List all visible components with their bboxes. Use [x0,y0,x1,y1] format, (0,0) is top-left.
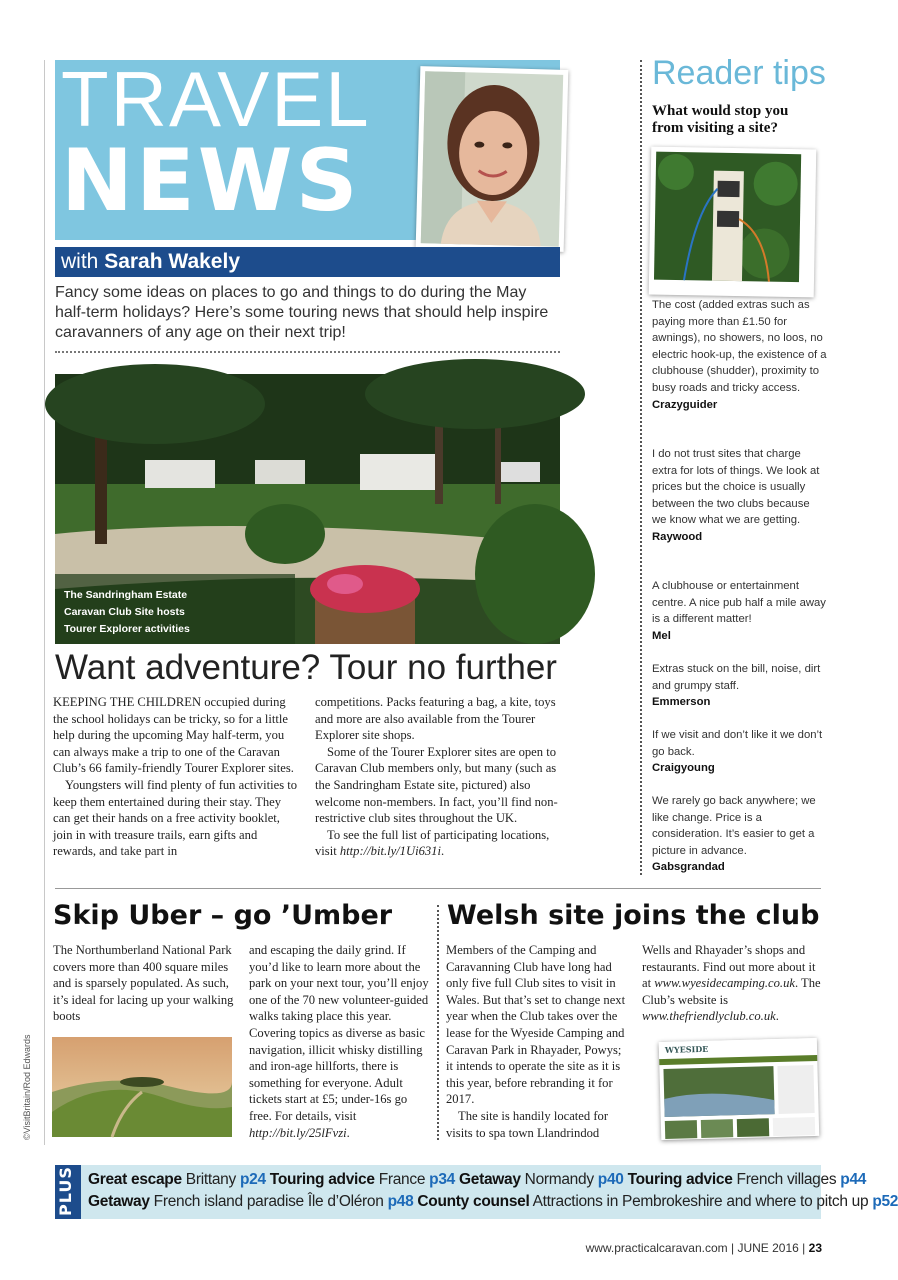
reader-tip [652,446,827,546]
article-link[interactable]: www.wyesidecamping.co.uk [654,976,795,991]
footer-page-number: 23 [808,1241,822,1255]
plus-topic: Getaway [88,1193,150,1210]
author-portrait [416,66,569,252]
plus-topic: Touring advice [269,1171,375,1188]
plus-line-1 [88,1171,866,1189]
page-footer [586,1241,822,1255]
reader-tips-divider [640,60,642,875]
paragraph: Some of the Tourer Explorer sites are open to Caravan Club members only, but many (such as the Sandringham Estate site, pictured) also welcome non-members. In fact, you’ll find non-restrictive club sites throughout the UK. [315,744,558,826]
reader-tip [652,793,827,876]
main-article-col2 [315,694,560,860]
plus-desc: Normandy [524,1171,594,1188]
masthead-title-bottom: NEWS [61,131,361,231]
byline-author: Sarah Wakely [104,250,240,273]
reader-tip [652,578,827,644]
intro-text: Fancy some ideas on places to go and things to do during the May half-term holidays? Here’s some touring news that should help inspire caravanners of any age on their next trip! [55,284,549,341]
main-article-col1 [53,694,299,860]
hillfort-photo [52,1037,232,1137]
paragraph-text: . The Club’s website is [642,976,821,1007]
photo-caption [64,587,224,638]
punctuation: . [346,1125,350,1140]
plus-label: PLUS [56,1166,75,1216]
uber-article-headline: Skip Uber – go ’Umber [53,900,393,931]
tip-author: Craigyoung [652,762,715,775]
punctuation: . [440,844,445,859]
reader-tips-title: Reader tips [652,54,826,92]
hookup-post-photo [649,147,817,298]
wyeside-logo-text: WYESIDE [659,1038,817,1059]
paragraph: competitions. Packs featuring a bag, a kite, toys and more are also available from the Tourer Explorer site shops. [315,695,556,743]
uber-article-col2 [249,942,431,1141]
paragraph-text: Wells and Rhayader’s shops and restaurants. Find out more about it at [642,943,816,991]
paragraph [642,942,822,1025]
hookup-post-image [654,152,801,283]
photo-caption-line: The Sandringham Estate [64,589,188,601]
masthead-title-top: TRAVEL [61,55,371,143]
plus-topic: Great escape [88,1171,182,1188]
byline-bar [55,247,560,277]
photo-credit: ©VisitBritain/Rod Edwards [22,1034,32,1140]
paragraph: Youngsters will find plenty of fun activities to keep them entertained during their stay. They can get their hands on a free activity booklet, join in with treasure trails, earn gifts and rewards, and take part in [53,777,298,859]
reader-tip [652,727,827,777]
paragraph: The site is handily located for visits to spa town Llandrindod [446,1108,609,1140]
plus-page[interactable]: p24 [239,1171,266,1188]
plus-topic: County counsel [417,1193,530,1210]
paragraph: Members of the Camping and Caravanning Club have long had only five full Club sites to visit in Wales. But that’s set to change next year when the Club takes over the lease for the Wyeside Camping and Caravan Park in Rhayader, Powys; it intends to operate the site as it is this year, before rebranding it for 2017. [446,943,626,1107]
paragraph-text: and escaping the daily grind. If you’d like to learn more about the park on your next tour, you’ll enjoy one of the 70 new volunteer-guided walks taking place this year. Covering topics as diverse as basic navigation, illicit whisky distilling and iron-age hillforts, there is something for everyone. Adult tickets start at £5; under-16s go free. For details, visit [249,943,429,1123]
paragraph [315,827,560,860]
tip-text: I do not trust sites that charge extra for lots of things. We look at prices but the choice is usually between the two clubs because we know what we are getting. [652,448,820,527]
plus-topic: Touring advice [627,1171,733,1188]
reader-tips-question: What would stop you from visiting a site? [652,103,789,136]
wyeside-site-image [659,1055,819,1143]
plus-page[interactable]: p44 [840,1171,867,1188]
intro-divider [55,351,560,353]
tip-text: The cost (added extras such as paying more than £1.50 for awnings), no showers, no loos, no electric hook-up, the existence of a clubhouse (shudder), proximity to busy roads and tricky access. [652,299,827,394]
paragraph: KEEPING THE CHILDREN occupied during the school holidays can be tricky, so for a little help during the upcoming May half-term, you can always make a trip to one of the Caravan Club’s 66 family-friendly Tourer Explorer sites. [53,695,294,776]
uber-article-col1 [53,942,235,1025]
tip-author: Mel [652,629,671,642]
footer-separator: | [730,1241,735,1255]
footer-url[interactable]: www.practicalcaravan.com [585,1241,728,1255]
plus-desc: French villages [736,1171,837,1188]
tip-author: Crazyguider [652,398,718,411]
paragraph-text: To see the full list of participating locations, visit [315,827,550,859]
section-divider [55,888,821,889]
tip-author: Gabsgrandad [652,861,725,874]
main-article-headline: Want adventure? Tour no further [55,648,557,687]
tip-author: Raywood [652,530,703,543]
article-link[interactable]: http://bit.ly/25lFvzi [249,1125,347,1140]
footer-separator: | [802,1241,806,1255]
tip-text: A clubhouse or entertainment centre. A nice pub half a mile away is a different matter! [652,580,826,626]
article-link[interactable]: www.thefriendlyclub.co.uk [642,1009,776,1024]
left-margin-rule [44,60,45,1145]
plus-line-2 [88,1193,898,1211]
photo-caption-line: Caravan Club Site hosts [64,606,185,618]
plus-page[interactable]: p52 [872,1193,898,1210]
footer-issue: JUNE 2016 [737,1241,799,1255]
plus-page[interactable]: p40 [597,1171,624,1188]
reader-tip [652,297,827,413]
welsh-article-col2 [642,942,822,1025]
plus-desc: Attractions in Pembrokeshire and where to pitch up [532,1193,869,1210]
tip-author: Emmerson [652,696,711,709]
paragraph: The Northumberland National Park covers more than 400 square miles and is sparsely populated. As such, it’s ideal for lacing up your walking boots [53,943,234,1024]
tip-text: Extras stuck on the bill, noise, dirt and grumpy staff. [652,663,821,692]
article-link[interactable]: http://bit.ly/1Ui631i [339,844,441,859]
welsh-article-headline: Welsh site joins the club [447,900,820,931]
punctuation: . [775,1009,779,1024]
photo-caption-line: Tourer Explorer activities [64,623,190,635]
tip-text: We rarely go back anywhere; we like change. Price is a consideration. It’s easier to get a picture in advance. [652,795,816,857]
plus-page[interactable]: p48 [387,1193,414,1210]
reader-tip [652,661,827,711]
tip-text: If we visit and don’t like it we don’t go back. [652,729,823,758]
wyeside-website-screenshot [659,1038,820,1140]
plus-page[interactable]: p34 [429,1171,455,1188]
byline-prefix: with [61,250,99,273]
author-portrait-image [421,71,563,247]
bottom-column-divider [437,905,439,1140]
plus-topic: Getaway [459,1171,521,1188]
plus-desc: French island paradise Île d’Oléron [153,1193,384,1210]
welsh-article-col1 [446,942,631,1141]
paragraph [249,942,431,1141]
plus-desc: France [378,1171,426,1188]
plus-desc: Brittany [185,1171,236,1188]
